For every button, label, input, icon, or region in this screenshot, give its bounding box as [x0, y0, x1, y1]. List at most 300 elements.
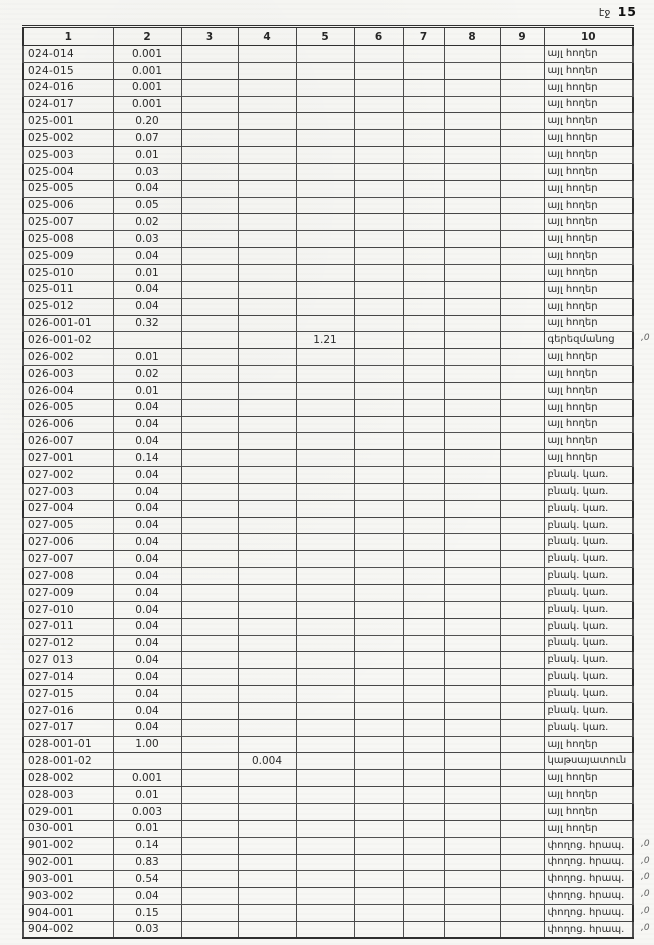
cell-col9: [500, 837, 544, 854]
cell-col7: [403, 871, 444, 888]
cell-col3: [181, 551, 238, 568]
cell-col4: [238, 231, 296, 248]
cell-col5: [296, 618, 354, 635]
cell-col8: [444, 854, 500, 871]
cell-col9: [500, 332, 544, 349]
cell-col4: [238, 450, 296, 467]
cell-col9: [500, 349, 544, 366]
cell-col7: [403, 416, 444, 433]
cell-col6: [354, 163, 403, 180]
table-row: [23, 534, 633, 551]
cell-col9: [500, 79, 544, 96]
cell-col3: [181, 803, 238, 820]
cell-col9: [500, 736, 544, 753]
cell-area-col2: 0.15: [113, 905, 181, 922]
cell-col8: [444, 264, 500, 281]
cell-col6: [354, 433, 403, 450]
cell-land-use: փողոց. հրապ. ,0: [544, 854, 633, 871]
table-row: [23, 585, 633, 602]
cell-land-use: այլ հողեր: [544, 349, 633, 366]
cell-area-col2: 1.00: [113, 736, 181, 753]
cell-col6: [354, 416, 403, 433]
cell-land-use: այլ հողեր: [544, 180, 633, 197]
cell-col7: [403, 669, 444, 686]
cell-col7: [403, 921, 444, 938]
cell-col4: [238, 433, 296, 450]
cell-col9: [500, 601, 544, 618]
cell-col7: [403, 736, 444, 753]
cell-area-col2: 0.001: [113, 79, 181, 96]
cell-col3: [181, 113, 238, 130]
cell-col3: [181, 770, 238, 787]
cell-area-col2: 0.04: [113, 483, 181, 500]
cell-area-col2: 0.001: [113, 96, 181, 113]
cell-area-col2: 0.04: [113, 399, 181, 416]
cell-parcel-code: 027-015: [23, 686, 113, 703]
cell-parcel-code: 028-001-02: [23, 753, 113, 770]
cell-parcel-code: 028-003: [23, 787, 113, 804]
table-row: [23, 803, 633, 820]
column-header: 4: [238, 27, 296, 46]
cell-col3: [181, 281, 238, 298]
cell-col6: [354, 921, 403, 938]
cell-col6: [354, 113, 403, 130]
cell-col3: [181, 483, 238, 500]
cell-parcel-code: 027-007: [23, 551, 113, 568]
cell-area-col2: 0.04: [113, 601, 181, 618]
cell-col6: [354, 231, 403, 248]
cell-land-use: այլ հողեր: [544, 450, 633, 467]
cell-col7: [403, 854, 444, 871]
cell-col3: [181, 366, 238, 383]
cell-area-col2: 0.03: [113, 921, 181, 938]
cell-col3: [181, 315, 238, 332]
cell-land-use: այլ հողեր: [544, 820, 633, 837]
cell-col9: [500, 669, 544, 686]
cell-area-col2: 0.04: [113, 702, 181, 719]
cell-area-col2: 0.32: [113, 315, 181, 332]
cell-col8: [444, 669, 500, 686]
cell-col7: [403, 298, 444, 315]
cell-col4: [238, 214, 296, 231]
cell-area-col2: 0.04: [113, 534, 181, 551]
cell-col5: [296, 450, 354, 467]
cell-land-use: բնակ. կառ.: [544, 669, 633, 686]
table-row: [23, 635, 633, 652]
cell-col6: [354, 585, 403, 602]
cell-parcel-code: 027-009: [23, 585, 113, 602]
cell-col3: [181, 686, 238, 703]
cell-col6: [354, 500, 403, 517]
cell-col9: [500, 753, 544, 770]
cell-col5: [296, 635, 354, 652]
cell-col4: [238, 871, 296, 888]
cell-land-use: այլ հողեր: [544, 147, 633, 164]
table-row: [23, 905, 633, 922]
cell-col8: [444, 702, 500, 719]
cell-col9: [500, 197, 544, 214]
cell-col4: [238, 669, 296, 686]
cell-parcel-code: 025-004: [23, 163, 113, 180]
table-row: [23, 854, 633, 871]
cell-parcel-code: 027-005: [23, 517, 113, 534]
cell-parcel-code: 027-002: [23, 467, 113, 484]
cell-col8: [444, 113, 500, 130]
cell-parcel-code: 026-003: [23, 366, 113, 383]
cell-col8: [444, 147, 500, 164]
cell-col8: [444, 820, 500, 837]
cell-parcel-code: 904-001: [23, 905, 113, 922]
cell-land-use: այլ հողեր: [544, 382, 633, 399]
cell-col3: [181, 79, 238, 96]
table-row: [23, 416, 633, 433]
cell-col7: [403, 601, 444, 618]
cell-col4: [238, 905, 296, 922]
cell-col7: [403, 905, 444, 922]
cell-col6: [354, 854, 403, 871]
cell-area-col2: 0.14: [113, 450, 181, 467]
cell-col3: [181, 871, 238, 888]
cell-col4: [238, 770, 296, 787]
table-row: [23, 618, 633, 635]
column-header: 5: [296, 27, 354, 46]
table-row: [23, 871, 633, 888]
cell-col7: [403, 214, 444, 231]
cell-col7: [403, 130, 444, 147]
table-row: [23, 770, 633, 787]
cell-parcel-code: 025-012: [23, 298, 113, 315]
cell-land-use: բնակ. կառ.: [544, 534, 633, 551]
cell-col4: [238, 264, 296, 281]
cell-col7: [403, 787, 444, 804]
cell-col9: [500, 551, 544, 568]
cell-land-use: բնակ. կառ.: [544, 500, 633, 517]
cell-col7: [403, 517, 444, 534]
cell-col5: [296, 399, 354, 416]
cell-parcel-code: 030-001: [23, 820, 113, 837]
cell-col8: [444, 753, 500, 770]
cell-col7: [403, 450, 444, 467]
cell-col6: [354, 214, 403, 231]
margin-note: ,0: [641, 872, 650, 883]
cell-col8: [444, 62, 500, 79]
cell-col8: [444, 382, 500, 399]
cell-col5: [296, 753, 354, 770]
cell-land-use: այլ հողեր: [544, 79, 633, 96]
cell-parcel-code: 027-003: [23, 483, 113, 500]
cell-col5: [296, 349, 354, 366]
cell-col3: [181, 332, 238, 349]
cell-col3: [181, 888, 238, 905]
cell-parcel-code: 025-010: [23, 264, 113, 281]
table-body: [23, 46, 650, 939]
cell-col8: [444, 568, 500, 585]
cell-col3: [181, 568, 238, 585]
cell-col6: [354, 332, 403, 349]
cell-area-col2: 0.01: [113, 147, 181, 164]
cell-land-use: բնակ. կառ.: [544, 686, 633, 703]
cell-col9: [500, 163, 544, 180]
cell-col4: 0.004: [238, 753, 296, 770]
cell-col4: [238, 921, 296, 938]
cell-col4: [238, 281, 296, 298]
cell-parcel-code: 027-016: [23, 702, 113, 719]
cell-col4: [238, 399, 296, 416]
cell-col4: [238, 585, 296, 602]
cell-area-col2: 0.01: [113, 349, 181, 366]
cell-land-use: բնակ. կառ.: [544, 467, 633, 484]
cell-col3: [181, 467, 238, 484]
cell-area-col2: 0.02: [113, 366, 181, 383]
cell-land-use: փողոց. հրապ. ,0: [544, 871, 633, 888]
cell-col5: [296, 601, 354, 618]
cell-col9: [500, 231, 544, 248]
cell-col7: [403, 618, 444, 635]
table-row: [23, 669, 633, 686]
cell-col9: [500, 416, 544, 433]
cell-col5: [296, 298, 354, 315]
cell-parcel-code: 026-004: [23, 382, 113, 399]
cell-col4: [238, 534, 296, 551]
cell-col7: [403, 315, 444, 332]
cell-land-use: այլ հողեր: [544, 770, 633, 787]
cell-col5: [296, 147, 354, 164]
cell-parcel-code: 026-002: [23, 349, 113, 366]
cell-area-col2: 0.02: [113, 214, 181, 231]
column-header: 3: [181, 27, 238, 46]
cell-col3: [181, 416, 238, 433]
cell-col7: [403, 500, 444, 517]
cell-col6: [354, 652, 403, 669]
table-row: [23, 214, 633, 231]
cell-col9: [500, 130, 544, 147]
cell-col5: [296, 568, 354, 585]
cell-area-col2: 0.83: [113, 854, 181, 871]
cell-col4: [238, 96, 296, 113]
cell-col5: [296, 585, 354, 602]
cell-col6: [354, 399, 403, 416]
cell-area-col2: 0.14: [113, 837, 181, 854]
cell-land-use: այլ հողեր: [544, 315, 633, 332]
cell-col6: [354, 264, 403, 281]
cell-col4: [238, 686, 296, 703]
cell-col3: [181, 450, 238, 467]
table-row: [23, 652, 633, 669]
cell-col4: [238, 46, 296, 63]
cell-area-col2: 0.04: [113, 248, 181, 265]
cell-col5: [296, 905, 354, 922]
table-row: [23, 264, 633, 281]
table-row: [23, 96, 633, 113]
cell-col3: [181, 231, 238, 248]
cell-col5: [296, 719, 354, 736]
cell-col6: [354, 702, 403, 719]
header-row: [23, 27, 633, 46]
cell-col5: [296, 46, 354, 63]
table-row: [23, 702, 633, 719]
table-row: [23, 837, 633, 854]
cell-col6: [354, 349, 403, 366]
cell-col6: [354, 770, 403, 787]
cell-land-use: այլ հողեր: [544, 787, 633, 804]
cell-parcel-code: 902-001: [23, 854, 113, 871]
cell-col3: [181, 46, 238, 63]
cell-col6: [354, 568, 403, 585]
cell-col9: [500, 871, 544, 888]
table-row: [23, 382, 633, 399]
cell-col5: [296, 130, 354, 147]
cell-land-use: այլ հողեր: [544, 197, 633, 214]
cell-col4: [238, 702, 296, 719]
cell-col3: [181, 248, 238, 265]
cell-col8: [444, 315, 500, 332]
table-row: [23, 332, 633, 349]
cell-col3: [181, 214, 238, 231]
cell-col6: [354, 618, 403, 635]
cell-col4: [238, 837, 296, 854]
cell-col8: [444, 585, 500, 602]
margin-note: ,0: [641, 889, 650, 900]
cell-parcel-code: 028-001-01: [23, 736, 113, 753]
cell-col7: [403, 770, 444, 787]
cell-col9: [500, 770, 544, 787]
column-header: 9: [500, 27, 544, 46]
cell-col4: [238, 416, 296, 433]
cell-land-use: գերեզմանոց ,0: [544, 332, 633, 349]
cell-area-col2: 0.04: [113, 433, 181, 450]
cell-col4: [238, 62, 296, 79]
cell-col4: [238, 366, 296, 383]
cell-col7: [403, 433, 444, 450]
table-row: [23, 281, 633, 298]
cell-parcel-code: 025-008: [23, 231, 113, 248]
cell-col9: [500, 147, 544, 164]
cell-col9: [500, 382, 544, 399]
cell-area-col2: 0.04: [113, 652, 181, 669]
cell-col8: [444, 483, 500, 500]
cell-col5: [296, 180, 354, 197]
cell-col9: [500, 467, 544, 484]
cell-parcel-code: 904-002: [23, 921, 113, 938]
cell-col9: [500, 366, 544, 383]
cell-col6: [354, 147, 403, 164]
cell-land-use: այլ հողեր: [544, 130, 633, 147]
cell-col7: [403, 467, 444, 484]
cell-col9: [500, 585, 544, 602]
cell-col5: [296, 366, 354, 383]
cell-col4: [238, 197, 296, 214]
cell-col6: [354, 450, 403, 467]
cell-col7: [403, 702, 444, 719]
cell-col8: [444, 551, 500, 568]
cell-col5: [296, 113, 354, 130]
cell-land-use: այլ հողեր: [544, 96, 633, 113]
cell-col6: [354, 736, 403, 753]
cell-parcel-code: 025-007: [23, 214, 113, 231]
cell-parcel-code: 025-002: [23, 130, 113, 147]
cell-col3: [181, 197, 238, 214]
cell-col7: [403, 248, 444, 265]
cell-col7: [403, 197, 444, 214]
cell-col4: [238, 551, 296, 568]
cell-area-col2: 0.04: [113, 298, 181, 315]
cell-col6: [354, 905, 403, 922]
cell-col5: [296, 854, 354, 871]
cell-parcel-code: 025-009: [23, 248, 113, 265]
cell-parcel-code: 027-017: [23, 719, 113, 736]
cell-col7: [403, 568, 444, 585]
cell-area-col2: 0.04: [113, 669, 181, 686]
cell-col3: [181, 264, 238, 281]
cell-col8: [444, 905, 500, 922]
cell-area-col2: 0.001: [113, 62, 181, 79]
cell-col7: [403, 534, 444, 551]
cell-col4: [238, 787, 296, 804]
cell-col6: [354, 79, 403, 96]
cell-col4: [238, 517, 296, 534]
cell-col6: [354, 96, 403, 113]
cell-col9: [500, 921, 544, 938]
cell-col4: [238, 854, 296, 871]
cell-parcel-code: 027-001: [23, 450, 113, 467]
cell-parcel-code: 903-001: [23, 871, 113, 888]
cell-col6: [354, 298, 403, 315]
cell-area-col2: 0.03: [113, 163, 181, 180]
cell-col7: [403, 96, 444, 113]
table-row: [23, 147, 633, 164]
table-row: [23, 500, 633, 517]
margin-note: ,0: [641, 922, 650, 933]
cell-col8: [444, 79, 500, 96]
cell-area-col2: 0.01: [113, 264, 181, 281]
land-parcels-table: [22, 25, 650, 939]
column-header: 1: [23, 27, 113, 46]
cell-parcel-code: 026-007: [23, 433, 113, 450]
cell-land-use: այլ հողեր: [544, 231, 633, 248]
cell-area-col2: 0.04: [113, 686, 181, 703]
cell-parcel-code: 027-010: [23, 601, 113, 618]
cell-col3: [181, 719, 238, 736]
table-row: [23, 686, 633, 703]
cell-col6: [354, 888, 403, 905]
cell-area-col2: [113, 332, 181, 349]
table-row: [23, 163, 633, 180]
cell-col3: [181, 669, 238, 686]
cell-col5: [296, 669, 354, 686]
cell-col7: [403, 180, 444, 197]
cell-land-use: բնակ. կառ.: [544, 568, 633, 585]
cell-col6: [354, 281, 403, 298]
cell-col6: [354, 197, 403, 214]
cell-area-col2: 0.01: [113, 787, 181, 804]
table-row: [23, 450, 633, 467]
cell-col4: [238, 79, 296, 96]
cell-land-use: այլ հողեր: [544, 366, 633, 383]
cell-area-col2: 0.04: [113, 551, 181, 568]
cell-col4: [238, 618, 296, 635]
cell-area-col2: 0.07: [113, 130, 181, 147]
cell-col6: [354, 517, 403, 534]
cell-col5: [296, 888, 354, 905]
cell-area-col2: 0.01: [113, 382, 181, 399]
cell-col5: [296, 197, 354, 214]
cell-col8: [444, 281, 500, 298]
cell-col6: [354, 130, 403, 147]
cell-land-use: այլ հողեր: [544, 416, 633, 433]
cell-land-use: բնակ. կառ.: [544, 601, 633, 618]
table-row: [23, 399, 633, 416]
cell-col9: [500, 686, 544, 703]
